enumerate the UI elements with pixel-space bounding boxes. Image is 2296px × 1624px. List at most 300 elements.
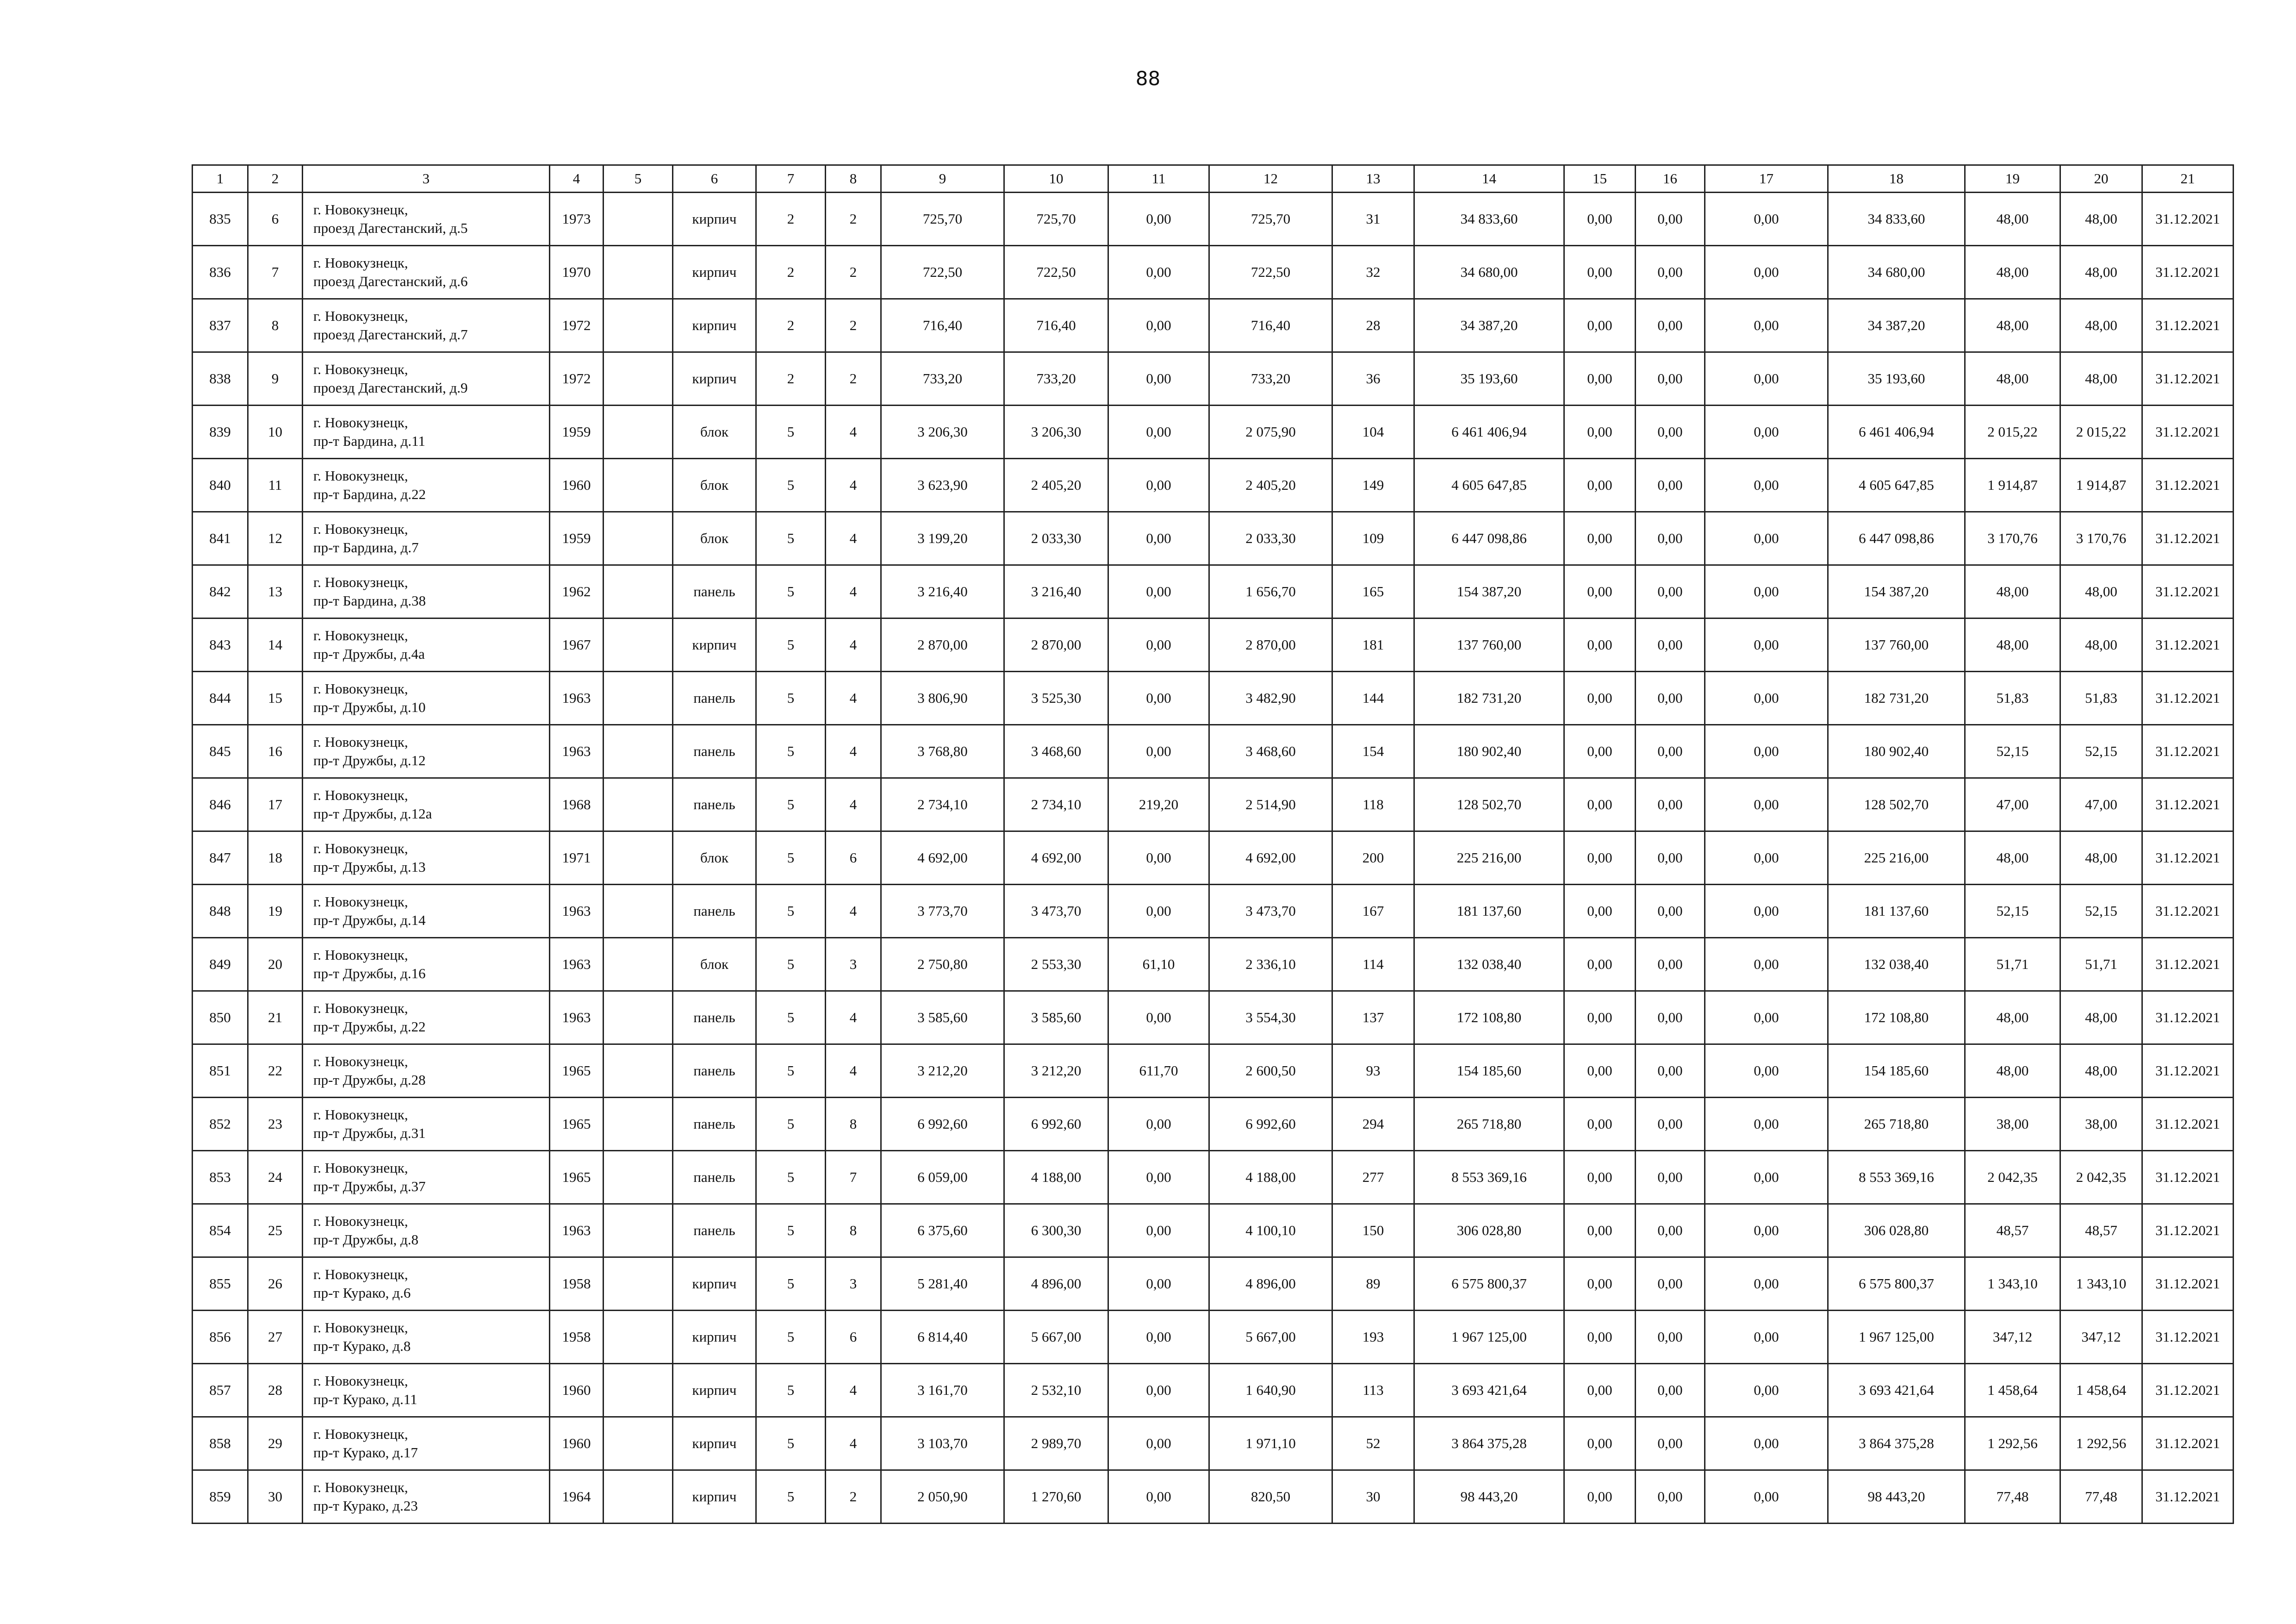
cell-col-9: 3 199,20 [881, 512, 1004, 565]
cell-col-6: блок [673, 459, 756, 512]
cell-col-6: панель [673, 991, 756, 1044]
cell-col-5 [604, 565, 673, 618]
cell-col-19: 51,71 [1965, 938, 2060, 991]
cell-col-20: 48,00 [2060, 352, 2142, 406]
address-street: пр-т Бардина, д.38 [313, 593, 426, 609]
address-cell [303, 1417, 550, 1470]
table-row [193, 1311, 2234, 1364]
cell-col-19: 1 292,56 [1965, 1417, 2060, 1470]
cell-col-14: 154 387,20 [1414, 565, 1564, 618]
column-header-7: 7 [756, 165, 826, 193]
column-header-11: 11 [1108, 165, 1209, 193]
cell-col-15: 0,00 [1564, 1311, 1636, 1364]
cell-col-10: 6 992,60 [1004, 1098, 1108, 1151]
cell-col-18: 8 553 369,16 [1828, 1151, 1965, 1204]
cell-col-18: 154 185,60 [1828, 1044, 1965, 1098]
address-city: г. Новокузнецк, [313, 1479, 408, 1495]
table-row [193, 1417, 2234, 1470]
address-city: г. Новокузнецк, [313, 627, 408, 643]
cell-col-18: 35 193,60 [1828, 352, 1965, 406]
table-row [193, 831, 2234, 885]
cell-col-4: 1968 [550, 778, 604, 831]
cell-col-6: панель [673, 1204, 756, 1257]
cell-col-5 [604, 299, 673, 352]
cell-col-7: 5 [756, 938, 826, 991]
cell-col-14: 34 833,60 [1414, 193, 1564, 246]
cell-col-10: 3 216,40 [1004, 565, 1108, 618]
cell-col-13: 167 [1332, 885, 1414, 938]
cell-col-16: 0,00 [1636, 1044, 1705, 1098]
table-row [193, 778, 2234, 831]
cell-col-20: 47,00 [2060, 778, 2142, 831]
cell-col-6: кирпич [673, 299, 756, 352]
cell-col-10: 2 870,00 [1004, 618, 1108, 672]
cell-col-1: 852 [193, 1098, 248, 1151]
cell-col-15: 0,00 [1564, 725, 1636, 778]
cell-col-1: 837 [193, 299, 248, 352]
cell-col-4: 1958 [550, 1311, 604, 1364]
address-street: пр-т Курако, д.23 [313, 1498, 418, 1514]
cell-col-17: 0,00 [1705, 938, 1828, 991]
cell-col-9: 3 773,70 [881, 885, 1004, 938]
cell-col-16: 0,00 [1636, 565, 1705, 618]
cell-col-4: 1963 [550, 991, 604, 1044]
cell-col-13: 32 [1332, 246, 1414, 299]
cell-col-16: 0,00 [1636, 1257, 1705, 1311]
cell-col-17: 0,00 [1705, 246, 1828, 299]
cell-col-19: 48,00 [1965, 831, 2060, 885]
cell-col-5 [604, 991, 673, 1044]
cell-col-11: 0,00 [1108, 565, 1209, 618]
cell-col-2: 13 [248, 565, 303, 618]
cell-col-7: 5 [756, 1470, 826, 1524]
address-city: г. Новокузнецк, [313, 414, 408, 431]
cell-col-12: 722,50 [1209, 246, 1332, 299]
cell-col-15: 0,00 [1564, 991, 1636, 1044]
cell-col-2: 15 [248, 672, 303, 725]
address-cell [303, 885, 550, 938]
cell-col-19: 48,00 [1965, 193, 2060, 246]
cell-col-9: 6 059,00 [881, 1151, 1004, 1204]
cell-col-2: 14 [248, 618, 303, 672]
cell-col-21: 31.12.2021 [2142, 1151, 2234, 1204]
cell-col-4: 1965 [550, 1098, 604, 1151]
cell-col-17: 0,00 [1705, 1257, 1828, 1311]
address-street: пр-т Дружбы, д.14 [313, 912, 426, 928]
cell-col-14: 34 680,00 [1414, 246, 1564, 299]
address-cell [303, 618, 550, 672]
cell-col-6: панель [673, 725, 756, 778]
address-city: г. Новокузнецк, [313, 947, 408, 963]
address-cell [303, 1257, 550, 1311]
cell-col-16: 0,00 [1636, 991, 1705, 1044]
cell-col-20: 1 914,87 [2060, 459, 2142, 512]
cell-col-1: 843 [193, 618, 248, 672]
cell-col-2: 7 [248, 246, 303, 299]
address-city: г. Новокузнецк, [313, 201, 408, 218]
cell-col-2: 25 [248, 1204, 303, 1257]
cell-col-12: 716,40 [1209, 299, 1332, 352]
column-header-18: 18 [1828, 165, 1965, 193]
cell-col-12: 725,70 [1209, 193, 1332, 246]
address-street: пр-т Дружбы, д.28 [313, 1072, 426, 1088]
cell-col-5 [604, 246, 673, 299]
cell-col-1: 856 [193, 1311, 248, 1364]
cell-col-2: 17 [248, 778, 303, 831]
cell-col-1: 845 [193, 725, 248, 778]
cell-col-14: 6 461 406,94 [1414, 406, 1564, 459]
cell-col-14: 180 902,40 [1414, 725, 1564, 778]
table-row [193, 1364, 2234, 1417]
cell-col-12: 2 405,20 [1209, 459, 1332, 512]
address-cell [303, 991, 550, 1044]
cell-col-14: 1 967 125,00 [1414, 1311, 1564, 1364]
cell-col-5 [604, 1311, 673, 1364]
cell-col-10: 725,70 [1004, 193, 1108, 246]
cell-col-11: 0,00 [1108, 299, 1209, 352]
address-street: пр-т Дружбы, д.22 [313, 1018, 426, 1035]
cell-col-20: 48,00 [2060, 193, 2142, 246]
cell-col-8: 4 [826, 512, 881, 565]
cell-col-19: 52,15 [1965, 885, 2060, 938]
cell-col-1: 840 [193, 459, 248, 512]
column-header-21: 21 [2142, 165, 2234, 193]
cell-col-19: 48,00 [1965, 299, 2060, 352]
address-city: г. Новокузнецк, [313, 1266, 408, 1282]
column-header-15: 15 [1564, 165, 1636, 193]
cell-col-11: 0,00 [1108, 831, 1209, 885]
cell-col-17: 0,00 [1705, 1204, 1828, 1257]
cell-col-7: 5 [756, 725, 826, 778]
cell-col-7: 2 [756, 193, 826, 246]
cell-col-7: 5 [756, 778, 826, 831]
cell-col-19: 1 458,64 [1965, 1364, 2060, 1417]
cell-col-4: 1963 [550, 938, 604, 991]
cell-col-19: 48,00 [1965, 246, 2060, 299]
cell-col-8: 4 [826, 459, 881, 512]
cell-col-16: 0,00 [1636, 938, 1705, 991]
cell-col-14: 225 216,00 [1414, 831, 1564, 885]
cell-col-8: 8 [826, 1204, 881, 1257]
cell-col-14: 6 447 098,86 [1414, 512, 1564, 565]
cell-col-17: 0,00 [1705, 991, 1828, 1044]
cell-col-11: 0,00 [1108, 725, 1209, 778]
address-street: пр-т Бардина, д.11 [313, 433, 425, 449]
cell-col-13: 200 [1332, 831, 1414, 885]
cell-col-11: 61,10 [1108, 938, 1209, 991]
cell-col-8: 4 [826, 1417, 881, 1470]
table-body [193, 193, 2234, 1524]
cell-col-17: 0,00 [1705, 1417, 1828, 1470]
cell-col-15: 0,00 [1564, 831, 1636, 885]
cell-col-13: 89 [1332, 1257, 1414, 1311]
cell-col-17: 0,00 [1705, 299, 1828, 352]
cell-col-11: 0,00 [1108, 991, 1209, 1044]
cell-col-15: 0,00 [1564, 193, 1636, 246]
cell-col-19: 347,12 [1965, 1311, 2060, 1364]
cell-col-5 [604, 725, 673, 778]
cell-col-1: 842 [193, 565, 248, 618]
cell-col-4: 1972 [550, 352, 604, 406]
cell-col-9: 3 623,90 [881, 459, 1004, 512]
cell-col-4: 1970 [550, 246, 604, 299]
cell-col-17: 0,00 [1705, 459, 1828, 512]
table-row [193, 1257, 2234, 1311]
cell-col-7: 5 [756, 1257, 826, 1311]
cell-col-9: 3 161,70 [881, 1364, 1004, 1417]
cell-col-2: 11 [248, 459, 303, 512]
address-street: проезд Дагестанский, д.9 [313, 380, 468, 396]
cell-col-21: 31.12.2021 [2142, 1204, 2234, 1257]
cell-col-14: 3 864 375,28 [1414, 1417, 1564, 1470]
cell-col-21: 31.12.2021 [2142, 512, 2234, 565]
address-street: пр-т Дружбы, д.10 [313, 699, 426, 715]
cell-col-10: 3 585,60 [1004, 991, 1108, 1044]
address-street: пр-т Курако, д.6 [313, 1285, 411, 1301]
cell-col-9: 2 734,10 [881, 778, 1004, 831]
cell-col-8: 2 [826, 193, 881, 246]
cell-col-21: 31.12.2021 [2142, 831, 2234, 885]
cell-col-6: блок [673, 406, 756, 459]
column-header-13: 13 [1332, 165, 1414, 193]
cell-col-18: 4 605 647,85 [1828, 459, 1965, 512]
cell-col-7: 5 [756, 1098, 826, 1151]
cell-col-14: 306 028,80 [1414, 1204, 1564, 1257]
cell-col-11: 0,00 [1108, 1311, 1209, 1364]
address-city: г. Новокузнецк, [313, 893, 408, 910]
cell-col-14: 181 137,60 [1414, 885, 1564, 938]
cell-col-8: 8 [826, 1098, 881, 1151]
cell-col-13: 113 [1332, 1364, 1414, 1417]
cell-col-14: 8 553 369,16 [1414, 1151, 1564, 1204]
cell-col-7: 5 [756, 459, 826, 512]
address-city: г. Новокузнецк, [313, 1426, 408, 1442]
column-header-3: 3 [303, 165, 550, 193]
address-city: г. Новокузнецк, [313, 574, 408, 590]
cell-col-12: 6 992,60 [1209, 1098, 1332, 1151]
cell-col-12: 2 870,00 [1209, 618, 1332, 672]
cell-col-1: 853 [193, 1151, 248, 1204]
cell-col-2: 16 [248, 725, 303, 778]
cell-col-19: 1 914,87 [1965, 459, 2060, 512]
cell-col-13: 150 [1332, 1204, 1414, 1257]
cell-col-1: 846 [193, 778, 248, 831]
table-row [193, 1151, 2234, 1204]
cell-col-6: блок [673, 512, 756, 565]
table-row [193, 725, 2234, 778]
cell-col-21: 31.12.2021 [2142, 991, 2234, 1044]
cell-col-15: 0,00 [1564, 565, 1636, 618]
cell-col-9: 3 103,70 [881, 1417, 1004, 1470]
cell-col-6: кирпич [673, 1257, 756, 1311]
cell-col-16: 0,00 [1636, 885, 1705, 938]
address-city: г. Новокузнецк, [313, 1000, 408, 1016]
cell-col-6: кирпич [673, 1311, 756, 1364]
cell-col-9: 6 814,40 [881, 1311, 1004, 1364]
cell-col-18: 225 216,00 [1828, 831, 1965, 885]
cell-col-17: 0,00 [1705, 725, 1828, 778]
cell-col-20: 77,48 [2060, 1470, 2142, 1524]
cell-col-1: 838 [193, 352, 248, 406]
cell-col-19: 77,48 [1965, 1470, 2060, 1524]
cell-col-2: 18 [248, 831, 303, 885]
cell-col-20: 38,00 [2060, 1098, 2142, 1151]
cell-col-13: 28 [1332, 299, 1414, 352]
cell-col-2: 6 [248, 193, 303, 246]
cell-col-9: 4 692,00 [881, 831, 1004, 885]
table-row [193, 299, 2234, 352]
cell-col-11: 0,00 [1108, 193, 1209, 246]
cell-col-13: 114 [1332, 938, 1414, 991]
cell-col-15: 0,00 [1564, 246, 1636, 299]
cell-col-12: 3 468,60 [1209, 725, 1332, 778]
cell-col-9: 725,70 [881, 193, 1004, 246]
cell-col-21: 31.12.2021 [2142, 1257, 2234, 1311]
cell-col-5 [604, 459, 673, 512]
cell-col-4: 1958 [550, 1257, 604, 1311]
cell-col-17: 0,00 [1705, 1364, 1828, 1417]
cell-col-6: панель [673, 1044, 756, 1098]
cell-col-5 [604, 885, 673, 938]
cell-col-11: 0,00 [1108, 512, 1209, 565]
address-cell [303, 725, 550, 778]
cell-col-16: 0,00 [1636, 246, 1705, 299]
cell-col-16: 0,00 [1636, 618, 1705, 672]
column-header-17: 17 [1705, 165, 1828, 193]
cell-col-6: кирпич [673, 246, 756, 299]
cell-col-5 [604, 778, 673, 831]
cell-col-10: 2 553,30 [1004, 938, 1108, 991]
cell-col-18: 34 387,20 [1828, 299, 1965, 352]
cell-col-2: 12 [248, 512, 303, 565]
cell-col-20: 347,12 [2060, 1311, 2142, 1364]
cell-col-5 [604, 831, 673, 885]
cell-col-10: 3 206,30 [1004, 406, 1108, 459]
cell-col-18: 34 680,00 [1828, 246, 1965, 299]
cell-col-15: 0,00 [1564, 778, 1636, 831]
cell-col-4: 1964 [550, 1470, 604, 1524]
cell-col-14: 137 760,00 [1414, 618, 1564, 672]
cell-col-8: 2 [826, 352, 881, 406]
column-header-1: 1 [193, 165, 248, 193]
cell-col-12: 3 482,90 [1209, 672, 1332, 725]
cell-col-17: 0,00 [1705, 1311, 1828, 1364]
cell-col-15: 0,00 [1564, 512, 1636, 565]
cell-col-4: 1973 [550, 193, 604, 246]
cell-col-6: кирпич [673, 352, 756, 406]
cell-col-16: 0,00 [1636, 1364, 1705, 1417]
column-header-5: 5 [604, 165, 673, 193]
cell-col-1: 847 [193, 831, 248, 885]
cell-col-18: 172 108,80 [1828, 991, 1965, 1044]
column-header-4: 4 [550, 165, 604, 193]
cell-col-16: 0,00 [1636, 831, 1705, 885]
cell-col-10: 4 896,00 [1004, 1257, 1108, 1311]
cell-col-13: 277 [1332, 1151, 1414, 1204]
cell-col-9: 3 806,90 [881, 672, 1004, 725]
column-number-row [193, 165, 2234, 193]
cell-col-4: 1960 [550, 459, 604, 512]
cell-col-2: 19 [248, 885, 303, 938]
cell-col-9: 2 870,00 [881, 618, 1004, 672]
cell-col-8: 4 [826, 1364, 881, 1417]
cell-col-16: 0,00 [1636, 193, 1705, 246]
cell-col-15: 0,00 [1564, 1257, 1636, 1311]
cell-col-11: 0,00 [1108, 406, 1209, 459]
cell-col-15: 0,00 [1564, 1151, 1636, 1204]
cell-col-1: 859 [193, 1470, 248, 1524]
cell-col-17: 0,00 [1705, 1044, 1828, 1098]
address-cell [303, 193, 550, 246]
cell-col-1: 844 [193, 672, 248, 725]
cell-col-6: кирпич [673, 1364, 756, 1417]
cell-col-6: кирпич [673, 193, 756, 246]
address-cell [303, 1044, 550, 1098]
cell-col-4: 1963 [550, 1204, 604, 1257]
cell-col-4: 1967 [550, 618, 604, 672]
cell-col-13: 294 [1332, 1098, 1414, 1151]
cell-col-2: 26 [248, 1257, 303, 1311]
cell-col-18: 128 502,70 [1828, 778, 1965, 831]
cell-col-10: 5 667,00 [1004, 1311, 1108, 1364]
cell-col-8: 4 [826, 991, 881, 1044]
cell-col-1: 836 [193, 246, 248, 299]
cell-col-20: 2 015,22 [2060, 406, 2142, 459]
cell-col-18: 6 461 406,94 [1828, 406, 1965, 459]
cell-col-2: 9 [248, 352, 303, 406]
column-header-12: 12 [1209, 165, 1332, 193]
cell-col-5 [604, 1151, 673, 1204]
cell-col-20: 48,00 [2060, 618, 2142, 672]
cell-col-1: 848 [193, 885, 248, 938]
cell-col-13: 154 [1332, 725, 1414, 778]
cell-col-2: 23 [248, 1098, 303, 1151]
cell-col-19: 2 015,22 [1965, 406, 2060, 459]
table-row [193, 991, 2234, 1044]
address-city: г. Новокузнецк, [313, 787, 408, 803]
cell-col-10: 4 188,00 [1004, 1151, 1108, 1204]
cell-col-7: 5 [756, 1151, 826, 1204]
address-city: г. Новокузнецк, [313, 1160, 408, 1176]
address-street: пр-т Бардина, д.22 [313, 486, 426, 502]
cell-col-10: 716,40 [1004, 299, 1108, 352]
cell-col-11: 0,00 [1108, 672, 1209, 725]
cell-col-21: 31.12.2021 [2142, 1470, 2234, 1524]
cell-col-10: 733,20 [1004, 352, 1108, 406]
address-city: г. Новокузнецк, [313, 308, 408, 324]
cell-col-5 [604, 512, 673, 565]
cell-col-10: 2 532,10 [1004, 1364, 1108, 1417]
cell-col-16: 0,00 [1636, 672, 1705, 725]
address-cell [303, 1151, 550, 1204]
cell-col-6: кирпич [673, 1417, 756, 1470]
column-header-16: 16 [1636, 165, 1705, 193]
cell-col-12: 4 692,00 [1209, 831, 1332, 885]
cell-col-16: 0,00 [1636, 459, 1705, 512]
cell-col-15: 0,00 [1564, 885, 1636, 938]
cell-col-8: 7 [826, 1151, 881, 1204]
table-row [193, 352, 2234, 406]
cell-col-20: 48,00 [2060, 831, 2142, 885]
table-row [193, 1044, 2234, 1098]
cell-col-8: 2 [826, 246, 881, 299]
cell-col-7: 5 [756, 991, 826, 1044]
cell-col-16: 0,00 [1636, 512, 1705, 565]
cell-col-11: 0,00 [1108, 459, 1209, 512]
cell-col-6: кирпич [673, 618, 756, 672]
cell-col-20: 2 042,35 [2060, 1151, 2142, 1204]
cell-col-19: 47,00 [1965, 778, 2060, 831]
